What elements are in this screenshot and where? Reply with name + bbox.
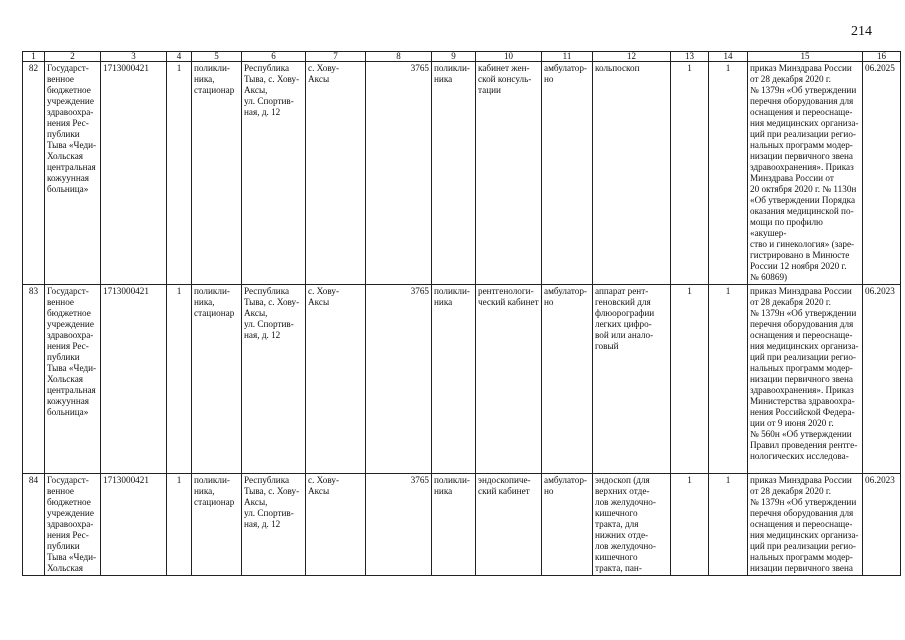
care-mode-cell: амбулатор- но <box>542 285 593 474</box>
equipment-count-cell: 1 <box>671 62 709 285</box>
equipment-count-cell: 1 <box>709 474 748 576</box>
column-number-header: 2 <box>45 52 101 62</box>
column-number-header: 11 <box>542 52 593 62</box>
organization-cell: Государст- венное бюджетное учреждение здравоохра- нения Рес- публики Тыва «Чеди- Хольская центральная кожуунная больница» <box>45 285 101 474</box>
legal-basis-cell: приказ Минздрава России от 28 декабря 2020 г. № 1379н «Об утверждении перечня оборудования для оснащения и переоснаще- ния медицинских организа- ций при реализации регио- нальных программ модер- низации первичного звена здравоохранения». Приказ Министерства здравоохра- нения Российской Федера- ции от 9 июня 2020 г. № 560н «Об утверждении Правил проведения рентге- нологических исследова- <box>748 285 863 474</box>
column-number-header: 6 <box>242 52 306 62</box>
column-number-header: 13 <box>671 52 709 62</box>
cabinet-cell: кабинет жен- ской консуль- тации <box>476 62 542 285</box>
unit-cell: поликли- ника <box>432 474 476 576</box>
code-cell: 1713000421 <box>101 474 167 576</box>
equipment-count-cell: 1 <box>671 474 709 576</box>
legal-basis-cell: приказ Минздрава России от 28 декабря 2020 г. № 1379н «Об утверждении перечня оборудования для оснащения и переоснаще- ния медицинских организа- ций при реализации регио- нальных программ модер- низации первичного звена <box>748 474 863 576</box>
row-number-cell: 84 <box>23 474 45 576</box>
registry-table <box>22 51 901 576</box>
facility-type-cell: поликли- ника, стационар <box>192 285 242 474</box>
deadline-cell: 06.2023 <box>863 474 901 576</box>
equipment-cell: кольпоскоп <box>593 62 671 285</box>
quantity-cell: 1 <box>167 62 192 285</box>
column-number-header: 16 <box>863 52 901 62</box>
column-number-header: 10 <box>476 52 542 62</box>
facility-type-cell: поликли- ника, стационар <box>192 474 242 576</box>
column-number-header: 8 <box>366 52 432 62</box>
organization-cell: Государст- венное бюджетное учреждение здравоохра- нения Рес- публики Тыва «Чеди- Хольская центральная кожуунная больница» <box>45 62 101 285</box>
quantity-cell: 1 <box>167 474 192 576</box>
deadline-cell: 06.2025 <box>863 62 901 285</box>
column-number-header: 15 <box>748 52 863 62</box>
address-cell: Республика Тыва, с. Хову- Аксы, ул. Спортив- ная, д. 12 <box>242 474 306 576</box>
row-number-cell: 83 <box>23 285 45 474</box>
table-row <box>23 62 901 285</box>
population-cell: 3765 <box>366 62 432 285</box>
code-cell: 1713000421 <box>101 285 167 474</box>
table-row <box>23 474 901 576</box>
equipment-count-cell: 1 <box>671 285 709 474</box>
legal-basis-cell: приказ Минздрава России от 28 декабря 2020 г. № 1379н «Об утверждении перечня оборудования для оснащения и переоснаще- ния медицинских организа- ций при реализации регио- нальных программ модер- низации первичного звена здравоохранения». Приказ Минздрава России от 20 октября 2020 г. № 1130н «Об утверждении Порядка оказания медицинской по- мощи по профилю «акушер- ство и гинекология» (заре- гистрировано в Минюсте России 12 ноября 2020 г. № 60869) <box>748 62 863 285</box>
table-row <box>23 285 901 474</box>
column-number-header: 9 <box>432 52 476 62</box>
settlement-cell: с. Хову- Аксы <box>306 285 366 474</box>
equipment-count-cell: 1 <box>709 285 748 474</box>
column-number-header: 5 <box>192 52 242 62</box>
code-cell: 1713000421 <box>101 62 167 285</box>
column-number-header: 7 <box>306 52 366 62</box>
unit-cell: поликли- ника <box>432 62 476 285</box>
column-number-row <box>23 52 901 62</box>
population-cell: 3765 <box>366 285 432 474</box>
column-number-header: 3 <box>101 52 167 62</box>
cabinet-cell: рентгенологи- ческий кабинет <box>476 285 542 474</box>
equipment-cell: эндоскоп (для верхних отде- лов желудочно- кишечного тракта, для нижних отде- лов желудочно- кишечного тракта, пан- <box>593 474 671 576</box>
quantity-cell: 1 <box>167 285 192 474</box>
column-number-header: 4 <box>167 52 192 62</box>
unit-cell: поликли- ника <box>432 285 476 474</box>
settlement-cell: с. Хову- Аксы <box>306 474 366 576</box>
deadline-cell: 06.2023 <box>863 285 901 474</box>
equipment-cell: аппарат рент- геновский для флюорографии легких цифро- вой или анало- говый <box>593 285 671 474</box>
cabinet-cell: эндоскопиче- ский кабинет <box>476 474 542 576</box>
facility-type-cell: поликли- ника, стационар <box>192 62 242 285</box>
organization-cell: Государст- венное бюджетное учреждение здравоохра- нения Рес- публики Тыва «Чеди- Хольская <box>45 474 101 576</box>
care-mode-cell: амбулатор- но <box>542 474 593 576</box>
equipment-count-cell: 1 <box>709 62 748 285</box>
address-cell: Республика Тыва, с. Хову- Аксы, ул. Спортив- ная, д. 12 <box>242 62 306 285</box>
column-number-header: 14 <box>709 52 748 62</box>
settlement-cell: с. Хову- Аксы <box>306 62 366 285</box>
page-number: 214 <box>851 24 872 39</box>
column-number-header: 1 <box>23 52 45 62</box>
population-cell: 3765 <box>366 474 432 576</box>
row-number-cell: 82 <box>23 62 45 285</box>
address-cell: Республика Тыва, с. Хову- Аксы, ул. Спортив- ная, д. 12 <box>242 285 306 474</box>
column-number-header: 12 <box>593 52 671 62</box>
care-mode-cell: амбулатор- но <box>542 62 593 285</box>
